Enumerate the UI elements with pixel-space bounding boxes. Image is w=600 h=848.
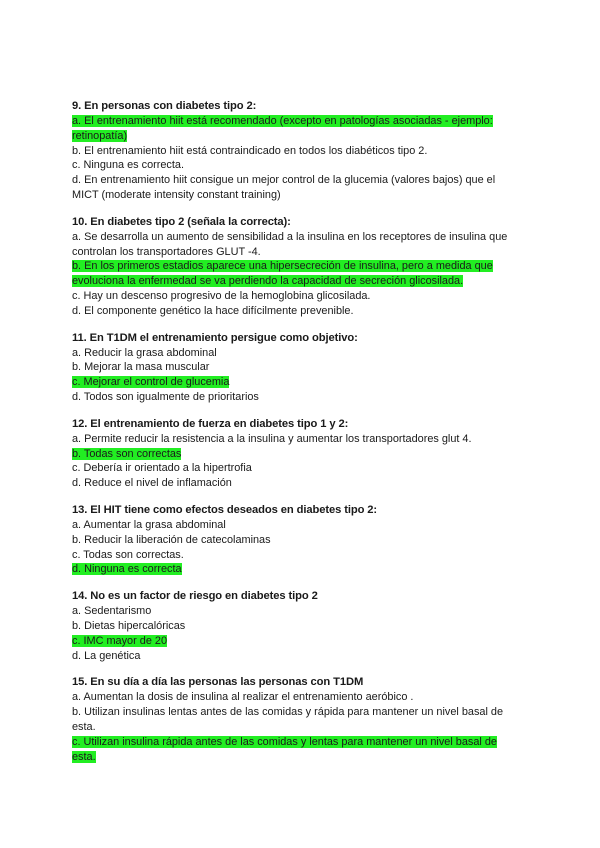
option-b: b. Mejorar la masa muscular: [72, 361, 210, 374]
correct-answer-highlight: b. En los primeros estadios aparece una hipersecreción de insulina, pero a medida que evoluciona la enfermedad se va perdiendo la capacidad de secreción glicosilada.: [72, 260, 493, 288]
correct-answer-highlight: b. Todas son correctas: [72, 447, 182, 460]
question-10: [72, 215, 522, 319]
option-b: [72, 259, 522, 289]
option-a: a. Se desarrolla un aumento de sensibilidad a la insulina en los receptores de insulina que controlan los transportadores GLUT -4.: [72, 230, 508, 258]
option-b: b. Utilizan insulinas lentas antes de las comidas y rápida para mantener un nivel basal de esta.: [72, 706, 504, 733]
correct-answer-highlight: d. Ninguna es correcta: [72, 563, 182, 576]
option-b: b. Dietas hipercalóricas: [72, 619, 186, 632]
question-title: 13. El HIT tiene como efectos deseados en diabetes tipo 2:: [72, 503, 378, 516]
option-c: c. Todas son correctas.: [72, 548, 184, 561]
option-d: d. El componente genético la hace difícilmente prevenible.: [72, 304, 354, 317]
option-d: d. Reduce el nivel de inflamación: [72, 477, 232, 490]
question-title: 12. El entrenamiento de fuerza en diabetes tipo 1 y 2:: [72, 417, 349, 430]
question-12: [72, 417, 522, 491]
option-c: [72, 735, 522, 765]
question-title: 14. No es un factor de riesgo en diabetes tipo 2: [72, 590, 318, 603]
question-14: [72, 589, 522, 663]
correct-answer-highlight: c. Utilizan insulina rápida antes de las comidas y lentas para mantener un nivel basal de esta.: [72, 735, 497, 763]
option-c: [72, 375, 522, 390]
quiz-document: [72, 99, 522, 776]
option-a: a. Aumentan la dosis de insulina al realizar el entrenamiento aeróbico .: [72, 691, 414, 704]
option-a: a. Sedentarismo: [72, 605, 152, 618]
option-d: d. La genética: [72, 649, 141, 662]
option-c: [72, 634, 522, 649]
question-title: 11. En T1DM el entrenamiento persigue como objetivo:: [72, 331, 358, 344]
question-title: 9. En personas con diabetes tipo 2:: [72, 100, 257, 112]
question-9: [72, 99, 522, 203]
option-a: a. Reducir la grasa abdominal: [72, 346, 217, 359]
option-c: c. Hay un descenso progresivo de la hemoglobina glicosilada.: [72, 289, 371, 302]
question-13: [72, 503, 522, 577]
question-11: [72, 331, 522, 405]
question-15: [72, 675, 522, 764]
option-d: [72, 562, 522, 577]
option-b: [72, 447, 522, 462]
option-a: [72, 114, 522, 144]
option-a: a. Permite reducir la resistencia a la insulina y aumentar los transportadores glut 4.: [72, 432, 472, 445]
question-title: 10. En diabetes tipo 2 (señala la correcta):: [72, 215, 291, 228]
option-c: c. Ninguna es correcta.: [72, 159, 184, 172]
option-d: d. Todos son igualmente de prioritarios: [72, 390, 259, 403]
question-title: 15. En su día a día las personas las personas con T1DM: [72, 676, 364, 689]
option-d: d. En entrenamiento hiit consigue un mejor control de la glucemia (valores bajos) que el MICT (moderate intensity constant training): [72, 174, 496, 201]
option-b: b. El entrenamiento hiit está contraindicado en todos los diabéticos tipo 2.: [72, 144, 428, 157]
correct-answer-highlight: c. IMC mayor de 20: [72, 634, 168, 647]
correct-answer-highlight: c. Mejorar el control de glucemia: [72, 376, 230, 389]
option-c: c. Debería ir orientado a la hipertrofia: [72, 462, 252, 475]
correct-answer-highlight: a. El entrenamiento hiit está recomendado (excepto en patologías asociadas - ejemplo: retinopatía): [72, 115, 493, 142]
option-a: a. Aumentar la grasa abdominal: [72, 518, 226, 531]
option-b: b. Reducir la liberación de catecolaminas: [72, 533, 271, 546]
